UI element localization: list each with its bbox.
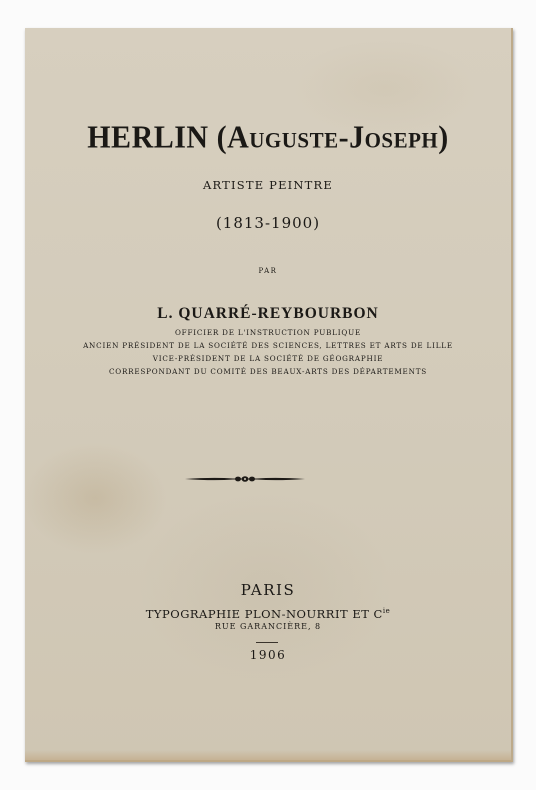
author-credential: ANCIEN PRÉSIDENT DE LA SOCIÉTÉ DES SCIENCES, LETTRES ET ARTS DE LILLE (83, 341, 453, 350)
book-cover (25, 28, 513, 762)
author-credential: VICE-PRÉSIDENT DE LA SOCIÉTÉ DE GÉOGRAPHIE (152, 354, 384, 363)
title-surname: HERLIN (87, 120, 209, 155)
printer-name (25, 607, 511, 621)
printer-superscript: ie (382, 607, 391, 616)
printer-text: TYPOGRAPHIE PLON-NOURRIT ET C (145, 607, 383, 621)
author-name: L. QUARRÉ-REYBOURBON (157, 305, 379, 322)
by-label: PAR (258, 267, 278, 275)
author-credential: CORRESPONDANT DU COMITÉ DES BEAUX-ARTS DES DÉPARTEMENTS (108, 367, 428, 376)
publication-year: 1906 (249, 648, 287, 662)
cover-title (25, 120, 511, 156)
cover-dates: (1813-1900) (215, 214, 321, 232)
author-credential: OFFICIER DE L'INSTRUCTION PUBLIQUE (174, 328, 361, 337)
year-rule (256, 642, 278, 643)
cover-subtitle: ARTISTE PEINTRE (202, 178, 334, 192)
title-given-names: (Auguste-Joseph) (216, 120, 449, 155)
printer-address: RUE GARANCIÈRE, 8 (214, 622, 322, 631)
ornament-divider-icon (183, 473, 307, 485)
publication-place: PARIS (240, 581, 296, 599)
